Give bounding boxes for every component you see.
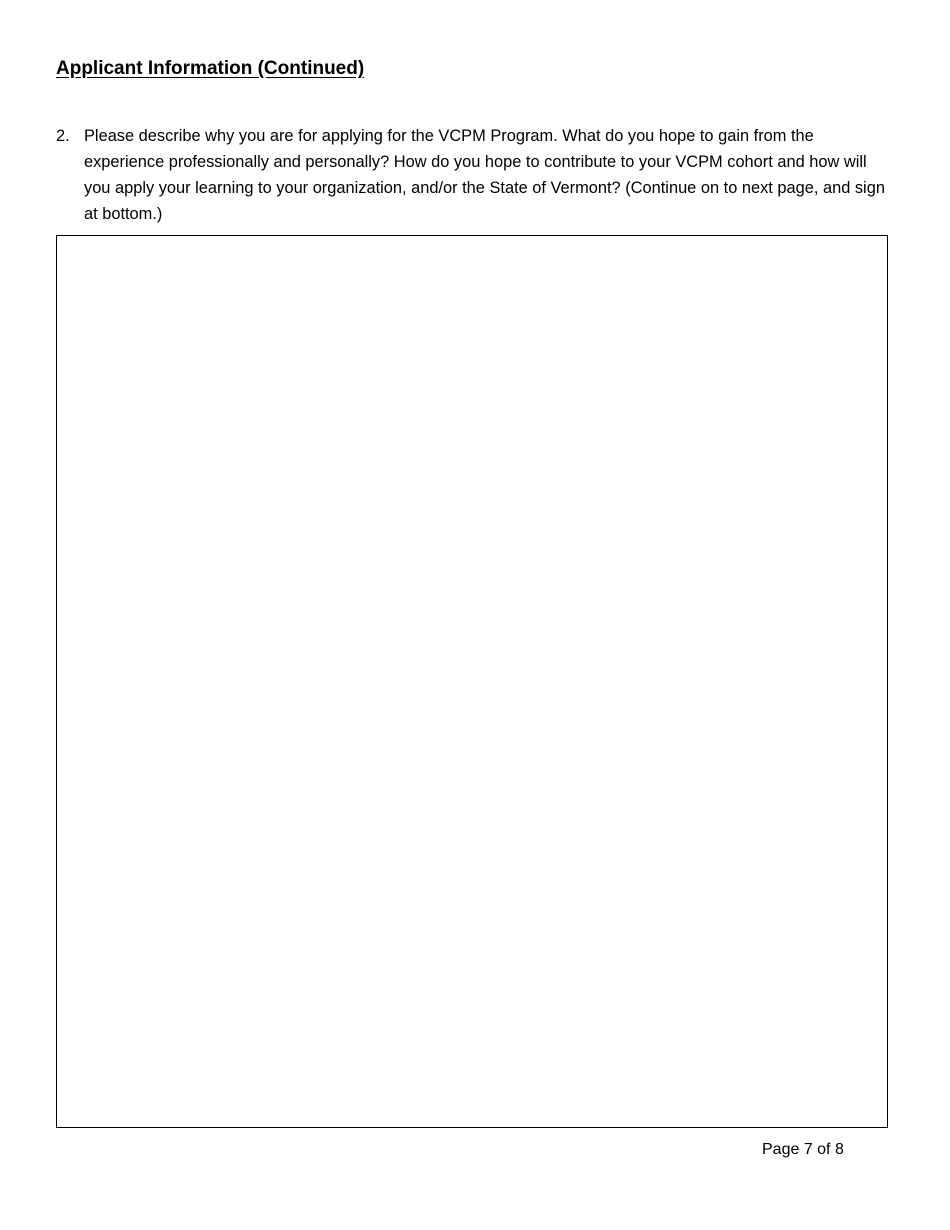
section-heading: Applicant Information (Continued) [56,58,365,79]
response-text-box[interactable] [56,235,888,1128]
page-number: Page 7 of 8 [762,1141,844,1158]
question-text: Please describe why you are for applying for the VCPM Program. What do you hope to gain from the experience professionally and personally? How do you hope to contribute to your VCPM cohort and how will you apply your learning to your organization, and/or the State of Vermont? (Continue on to next page, and sign at bottom.) [84,127,885,223]
question-number: 2. [56,127,70,145]
question-item [56,123,896,227]
